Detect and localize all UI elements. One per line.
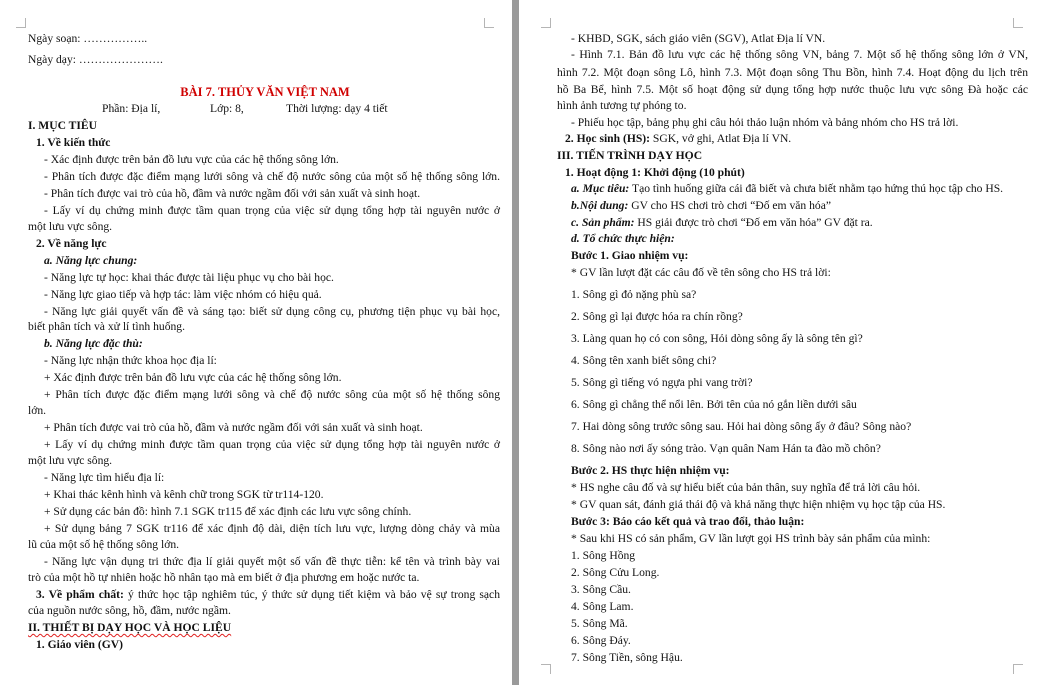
- meta-grade: Lớp: 8,: [210, 102, 244, 115]
- section-heading: I. MỤC TIÊU: [28, 119, 98, 132]
- answer-item: 6. Sông Đáy.: [571, 634, 631, 647]
- meta-duration: Thời lượng: dạy 4 tiết: [286, 102, 388, 115]
- paragraph-line: [571, 182, 1003, 196]
- paragraph-line: [571, 199, 831, 213]
- paragraph-line: + Phân tích được vai trò của hồ, đầm và nước ngầm đối với sản xuất và sinh hoạt.: [44, 421, 423, 434]
- paragraph-line: hình ảnh tương tự phóng to.: [557, 99, 687, 112]
- paragraph-line: [571, 216, 873, 230]
- goal-text: Tạo tình huống giữa cái đã biết và chưa biết nhằm tạo hứng thú học tập cho HS.: [629, 182, 1004, 195]
- riddle-item: 1. Sông gì đỏ nặng phù sa?: [571, 288, 697, 301]
- paragraph-line: của nguồn nước sông, hồ, đầm, nước ngầm.: [28, 604, 231, 617]
- document-page-left[interactable]: [0, 0, 512, 685]
- riddle-item: 7. Hai dòng sông trước sông sau. Hỏi hai dòng sông ấy ở đâu? Sông nào?: [571, 420, 912, 433]
- margin-mark-top-left: [541, 18, 551, 28]
- subsection-heading: 1. Về kiến thức: [36, 136, 111, 149]
- paragraph-line: + Phân tích được đặc điểm mạng lưới sông và chế độ nước sông của một số hệ thống sông: [44, 388, 500, 401]
- paragraph-line: - Phân tích được vai trò của hồ, đầm và nước ngầm đối với sản xuất và sinh hoạt.: [44, 187, 421, 200]
- sub-heading: a. Năng lực chung:: [44, 254, 138, 267]
- sub-heading: b. Năng lực đặc thù:: [44, 337, 143, 350]
- paragraph-line: hồ Ba Bể, hình 7.5. Một số hoạt động sử dụng tổng hợp nước thuộc lưu vực sông Đà hoặc các: [557, 83, 1028, 96]
- paragraph-line: một lưu vực sông.: [28, 220, 113, 233]
- paragraph-line: * GV quan sát, đánh giá thái độ và khả năng thực hiện nhiệm vụ học tập của HS.: [571, 498, 946, 511]
- riddle-item: 2. Sông gì lại được hóa ra chín rồng?: [571, 310, 743, 323]
- section-heading: II. THIẾT BỊ DẠY HỌC VÀ HỌC LIỆU: [28, 621, 232, 634]
- product-text: HS giải được trò chơi “Đố em văn hóa” GV đặt ra.: [634, 216, 873, 229]
- students-heading: 2. Học sinh (HS):: [565, 132, 651, 145]
- paragraph-line: + Xác định được trên bản đồ lưu vực của các hệ thống sông lớn.: [44, 371, 342, 384]
- paragraph-line: biết phân tích và xử lí tình huống.: [28, 320, 185, 333]
- answer-item: 7. Sông Tiền, sông Hậu.: [571, 651, 683, 664]
- paragraph-line: + Sử dụng các bản đồ: hình 7.1 SGK tr115 để xác định các lưu vực sông chính.: [44, 505, 412, 518]
- paragraph-line: * GV lần lượt đặt các câu đố về tên sông cho HS trả lời:: [571, 266, 831, 279]
- paragraph-line: - Xác định được trên bản đồ lưu vực của các hệ thống sông lớn.: [44, 153, 339, 166]
- qualities-text: ý thức học tập nghiêm túc, ý thức sử dụng tiết kiệm và bảo vệ sự trong sạch: [123, 588, 500, 601]
- paragraph-line: * HS nghe câu đố và sự hiểu biết của bản thân, suy nghĩa để trả lời câu hỏi.: [571, 481, 921, 494]
- margin-mark-top-right: [484, 18, 494, 28]
- margin-mark-top-right: [1013, 18, 1023, 28]
- paragraph-line: - Năng lực tự học: khai thác được tài liệu phục vụ cho bài học.: [44, 271, 334, 284]
- answer-item: 5. Sông Mã.: [571, 617, 628, 630]
- product-heading: c. Sản phẩm:: [571, 216, 635, 229]
- paragraph-line: - KHBD, SGK, sách giáo viên (SGV), Atlat Địa lí VN.: [571, 32, 826, 45]
- subsection-heading: 2. Về năng lực: [36, 237, 107, 250]
- students-text: SGK, vở ghi, Atlat Địa lí VN.: [650, 132, 792, 145]
- lesson-title: BÀI 7. THỦY VĂN VIỆT NAM: [180, 85, 350, 99]
- subsection-heading: 1. Hoạt động 1: Khởi động (10 phút): [565, 166, 745, 179]
- answer-item: 2. Sông Cửu Long.: [571, 566, 660, 579]
- paragraph-line: + Lấy ví dụ chứng minh được tầm quan trọng của việc sử dụng tổng hợp tài nguyên nước ở: [44, 438, 500, 451]
- paragraph-line: - Năng lực giao tiếp và hợp tác: làm việc nhóm có hiệu quả.: [44, 288, 322, 301]
- paragraph-line: - Phiếu học tập, bảng phụ ghi câu hỏi thảo luận nhóm và bảng nhóm cho HS trả lời.: [571, 116, 959, 129]
- riddle-item: 6. Sông gì chẳng thể nổi lên. Bởi tên của nó gắn liền dưới sâu: [571, 398, 857, 411]
- paragraph-line: - Năng lực giải quyết vấn đề và sáng tạo: biết sử dụng công cụ, phương tiện phục vụ bài học,: [44, 305, 500, 318]
- step-heading: Bước 2. HS thực hiện nhiệm vụ:: [571, 464, 730, 477]
- content-text: GV cho HS chơi trò chơi “Đố em văn hóa”: [628, 199, 831, 212]
- answer-item: 3. Sông Cầu.: [571, 583, 631, 596]
- paragraph-line: hình 7.2. Một đoạn sông Lô, hình 7.3. Một đoạn sông Thu Bồn, hình 7.4. Hoạt động du lịch trên: [557, 66, 1028, 79]
- paragraph-line: - Năng lực tìm hiểu địa lí:: [44, 471, 165, 484]
- section-heading: III. TIẾN TRÌNH DẠY HỌC: [557, 149, 703, 162]
- riddle-item: 8. Sông nào nơi ấy sóng trào. Vạn quân Nam Hán ta đào mồ chôn?: [571, 442, 881, 455]
- paragraph-line: * Sau khi HS có sản phẩm, GV lần lượt gọi HS trình bày sản phẩm của mình:: [571, 532, 931, 545]
- qualities-heading: 3. Về phẩm chất:: [36, 588, 124, 601]
- paragraph-line: [36, 588, 500, 602]
- margin-mark-top-left: [16, 18, 26, 28]
- paragraph-line: - Năng lực nhận thức khoa học địa lí:: [44, 354, 217, 367]
- paragraph-line: - Lấy ví dụ chứng minh được tầm quan trọng của việc sử dụng tổng hợp tài nguyên nước ở: [44, 204, 500, 217]
- paragraph-line: trò của một hồ tự nhiên hoặc hồ nhân tạo mà em biết ở địa phương em hoặc nước ta.: [28, 571, 420, 584]
- paragraph-line: lớn.: [28, 404, 47, 417]
- paragraph-line: - Hình 7.1. Bản đồ lưu vực các hệ thống sông VN, bảng 7. Một số hệ thống sông lớn ở VN,: [571, 48, 1028, 61]
- margin-mark-bottom-right: [1013, 664, 1023, 674]
- paragraph-line: - Phân tích được đặc điểm mạng lưới sông và chế độ nước sông của một số hệ thống sông lớn.: [44, 170, 500, 183]
- date-teaching: Ngày dạy: ………………….: [28, 53, 163, 66]
- date-prepared: Ngày soạn: ……………..: [28, 32, 148, 45]
- meta-subject: Phần: Địa lí,: [102, 102, 161, 115]
- paragraph-line: một lưu vực sông.: [28, 454, 113, 467]
- sub-heading: d. Tổ chức thực hiện:: [571, 232, 675, 245]
- margin-mark-bottom-left: [541, 664, 551, 674]
- paragraph-line: + Khai thác kênh hình và kênh chữ trong SGK từ tr114-120.: [44, 488, 324, 501]
- paragraph-line: [565, 132, 791, 146]
- riddle-item: 4. Sông tên xanh biết sông chi?: [571, 354, 717, 367]
- answer-item: 1. Sông Hồng: [571, 549, 636, 562]
- riddle-item: 3. Làng quan họ có con sông, Hỏi dòng sông ấy là sông tên gì?: [571, 332, 863, 345]
- document-page-right[interactable]: [519, 0, 1044, 685]
- step-heading: Bước 3: Báo cáo kết quả và trao đổi, thảo luận:: [571, 515, 805, 528]
- subsection-heading: 1. Giáo viên (GV): [36, 638, 123, 651]
- answer-item: 4. Sông Lam.: [571, 600, 634, 613]
- goal-heading: a. Mục tiêu:: [571, 182, 630, 195]
- riddle-item: 5. Sông gì tiếng vó ngựa phi vang trời?: [571, 376, 753, 389]
- content-heading: b.Nội dung:: [571, 199, 629, 212]
- paragraph-line: + Sử dụng bảng 7 SGK tr116 để xác định độ dài, diện tích lưu vực, lượng dòng chảy và mùa: [44, 522, 500, 535]
- step-heading: Bước 1. Giao nhiệm vụ:: [571, 249, 689, 262]
- paragraph-line: - Năng lực vận dụng tri thức địa lí giải quyết một số vấn đề thực tiễn: kể tên và trình bày vai: [44, 555, 500, 568]
- paragraph-line: lũ của một số hệ thống sông lớn.: [28, 538, 180, 551]
